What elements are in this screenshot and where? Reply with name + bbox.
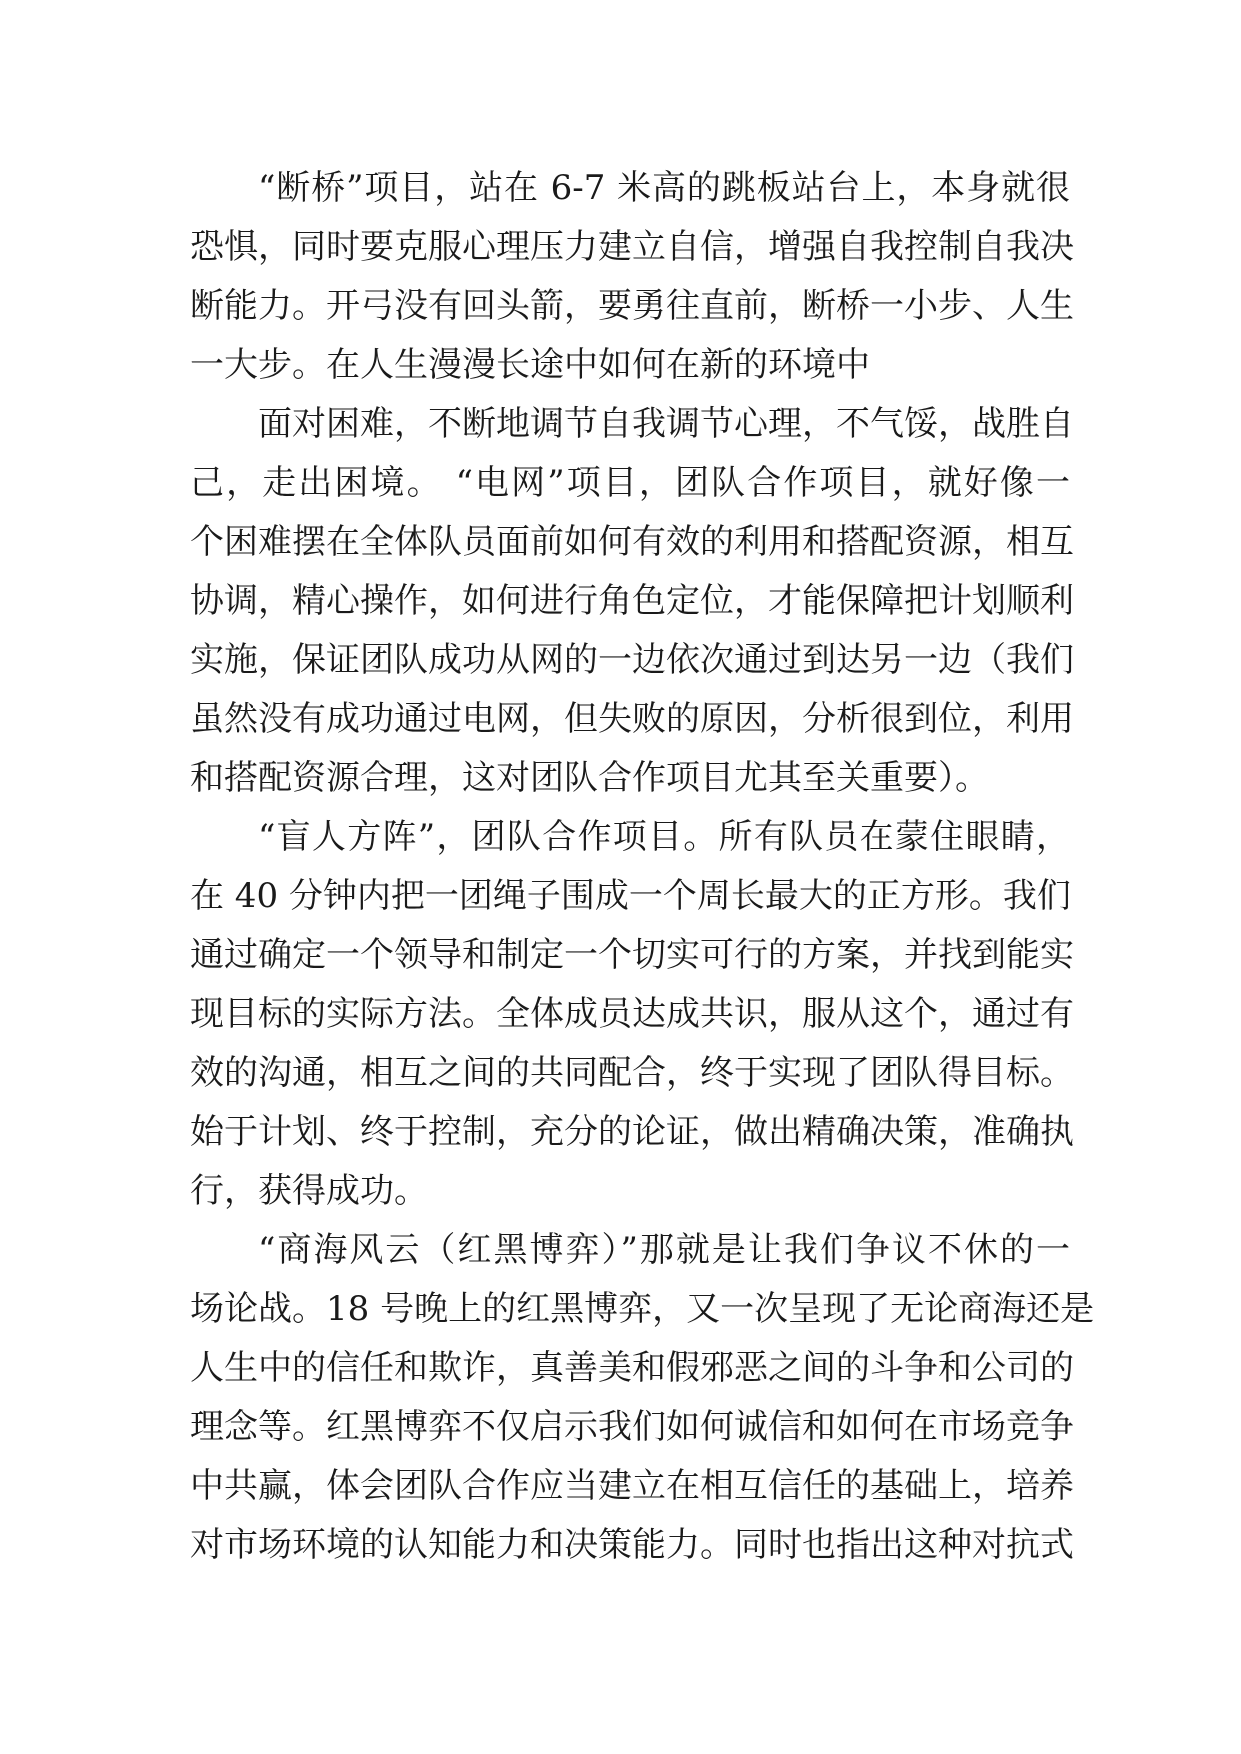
text-line: “商海风云（红黑博弈）”那就是让我们争议不休的一 bbox=[258, 1230, 1070, 1270]
text-line: 对市场环境的认知能力和决策能力。同时也指出这种对抗式 bbox=[190, 1525, 1074, 1565]
text-line: 行，获得成功。 bbox=[190, 1171, 428, 1211]
text-line: 中共赢，体会团队合作应当建立在相互信任的基础上，培养 bbox=[190, 1466, 1074, 1506]
text-line: 断能力。开弓没有回头箭，要勇往直前，断桥一小步、人生 bbox=[190, 286, 1074, 326]
text-line: 己，走出困境。 “电网”项目，团队合作项目，就好像一 bbox=[190, 463, 1070, 503]
text-line: 人生中的信任和欺诈，真善美和假邪恶之间的斗争和公司的 bbox=[190, 1348, 1074, 1388]
text-line: “断桥”项目，站在 6-7 米高的跳板站台上，本身就很 bbox=[258, 168, 1070, 208]
text-line: 通过确定一个领导和制定一个切实可行的方案，并找到能实 bbox=[190, 935, 1074, 975]
text-line: 虽然没有成功通过电网，但失败的原因，分析很到位，利用 bbox=[190, 699, 1074, 739]
text-line: 场论战。18 号晚上的红黑博弈，又一次呈现了无论商海还是 bbox=[190, 1289, 1095, 1329]
text-line: 效的沟通，相互之间的共同配合，终于实现了团队得目标。 bbox=[190, 1053, 1074, 1093]
text-line: “盲人方阵”，团队合作项目。所有队员在蒙住眼睛， bbox=[258, 817, 1070, 857]
text-line: 一大步。在人生漫漫长途中如何在新的环境中 bbox=[190, 345, 870, 385]
text-line: 个困难摆在全体队员面前如何有效的利用和搭配资源，相互 bbox=[190, 522, 1074, 562]
text-line: 现目标的实际方法。全体成员达成共识，服从这个，通过有 bbox=[190, 994, 1074, 1034]
text-line: 始于计划、终于控制，充分的论证，做出精确决策，准确执 bbox=[190, 1112, 1074, 1152]
text-line: 实施，保证团队成功从网的一边依次通过到达另一边（我们 bbox=[190, 640, 1074, 680]
text-line: 面对困难，不断地调节自我调节心理，不气馁，战胜自 bbox=[258, 404, 1074, 444]
text-line: 协调，精心操作，如何进行角色定位，才能保障把计划顺利 bbox=[190, 581, 1074, 621]
text-line: 理念等。红黑博弈不仅启示我们如何诚信和如何在市场竞争 bbox=[190, 1407, 1074, 1447]
text-line: 和搭配资源合理，这对团队合作项目尤其至关重要）。 bbox=[190, 758, 989, 798]
text-line: 在 40 分钟内把一团绳子围成一个周长最大的正方形。我们 bbox=[190, 876, 1071, 916]
text-line: 恐惧，同时要克服心理压力建立自信，增强自我控制自我决 bbox=[190, 227, 1074, 267]
